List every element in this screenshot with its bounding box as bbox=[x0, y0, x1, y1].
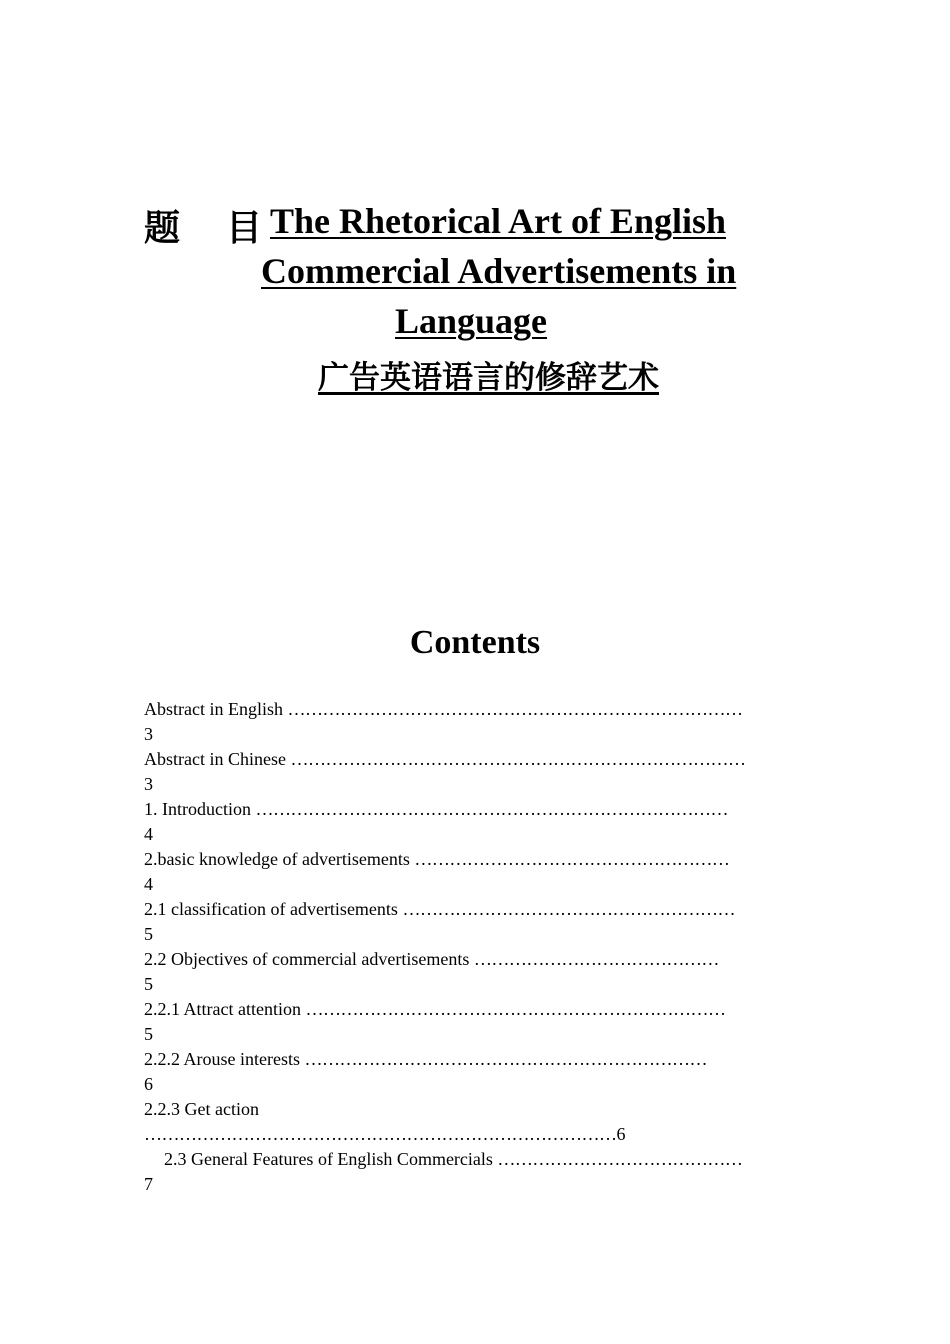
toc-entry-label: 2.2 Objectives of commercial advertisements bbox=[144, 949, 470, 969]
toc-entry-page: 3 bbox=[144, 724, 153, 744]
toc-entry-leader: ………………………………………………… bbox=[402, 899, 735, 919]
toc-entry-label: 2.basic knowledge of advertisements bbox=[144, 849, 410, 869]
title-label bbox=[144, 200, 262, 251]
toc-entry-label: 2.1 classification of advertisements bbox=[144, 899, 398, 919]
toc-entry-page: 5 bbox=[144, 1024, 153, 1044]
toc-entry[interactable] bbox=[144, 1097, 824, 1147]
toc-entry-label: 1. Introduction bbox=[144, 799, 251, 819]
toc-entry-label: 2.3 General Features of English Commercials bbox=[164, 1149, 493, 1169]
toc-entry-leader: …………………………………… bbox=[497, 1149, 743, 1169]
toc-entry-page: 4 bbox=[144, 874, 153, 894]
toc-entry[interactable] bbox=[144, 797, 824, 847]
toc-entry-leader: ……………………………………………………………………… bbox=[144, 1124, 617, 1144]
toc-entry[interactable] bbox=[144, 747, 824, 797]
toc-entry-leader: …………………………………………………………………… bbox=[290, 749, 746, 769]
toc-entry[interactable] bbox=[144, 997, 824, 1047]
toc-entry-page: 6 bbox=[144, 1074, 153, 1094]
toc-entry-leader: …………………………………………………………………… bbox=[287, 699, 743, 719]
toc-entry-page: 3 bbox=[144, 774, 153, 794]
toc-entry-leader: …………………………………………………………… bbox=[304, 1049, 707, 1069]
title-line-2: Commercial Advertisements in bbox=[261, 251, 737, 291]
toc-entry-label: 2.2.1 Attract attention bbox=[144, 999, 301, 1019]
toc-entry[interactable] bbox=[144, 847, 824, 897]
toc-entry-label: 2.2.2 Arouse interests bbox=[144, 1049, 300, 1069]
toc-entry-page: 6 bbox=[616, 1124, 626, 1144]
toc-entry[interactable] bbox=[144, 697, 824, 747]
toc-entry[interactable] bbox=[144, 947, 824, 997]
toc-entry-leader: …………………………………… bbox=[473, 949, 719, 969]
toc-entry-leader: ……………………………………………………………………… bbox=[255, 799, 728, 819]
toc-entry[interactable] bbox=[144, 1047, 824, 1097]
title-label-char2: 目 bbox=[226, 207, 263, 249]
toc-entry-page: 5 bbox=[144, 974, 153, 994]
toc-entry[interactable] bbox=[144, 897, 824, 947]
title-line-3: Language bbox=[395, 301, 548, 341]
title-chinese: 广告英语语言的修辞艺术 bbox=[318, 360, 659, 396]
toc-entry-label: Abstract in Chinese bbox=[144, 749, 286, 769]
title-label-char1: 题 bbox=[144, 207, 181, 249]
toc-entry[interactable] bbox=[144, 1147, 824, 1197]
toc-entry-label: 2.2.3 Get action bbox=[144, 1099, 259, 1119]
title-line-1: The Rhetorical Art of English bbox=[270, 201, 726, 241]
contents-heading: Contents bbox=[409, 624, 541, 661]
toc-entry-leader: ……………………………………………………………… bbox=[305, 999, 726, 1019]
toc-entry-page: 5 bbox=[144, 924, 153, 944]
table-of-contents bbox=[144, 697, 824, 1197]
toc-entry-leader: ……………………………………………… bbox=[414, 849, 730, 869]
toc-entry-label: Abstract in English bbox=[144, 699, 283, 719]
toc-entry-page: 7 bbox=[144, 1174, 153, 1194]
toc-entry-page: 4 bbox=[144, 824, 153, 844]
